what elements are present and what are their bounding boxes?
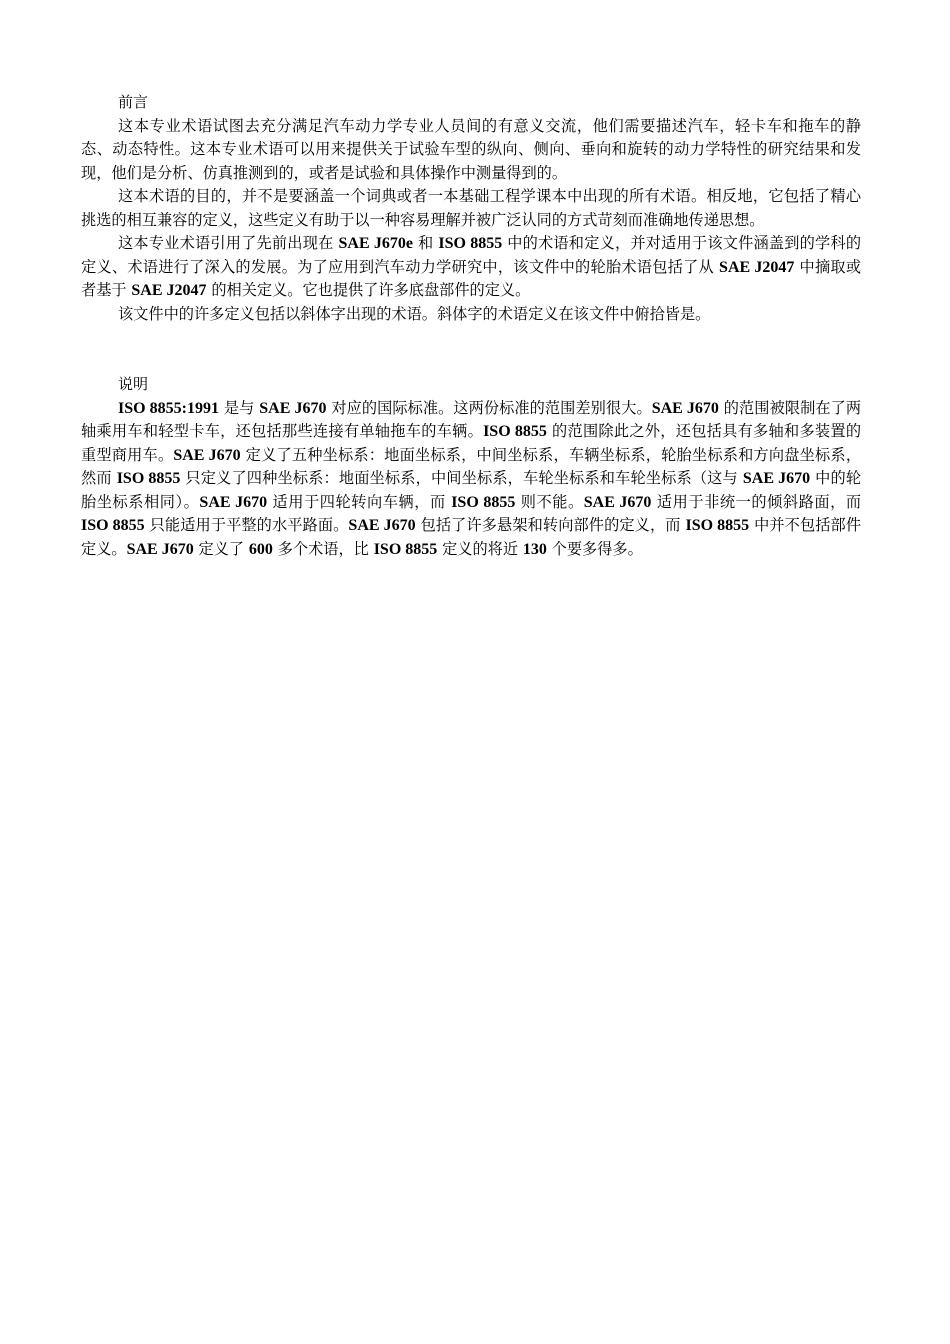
foreword-heading: 前言 — [118, 93, 149, 111]
foreword-section — [81, 91, 861, 326]
foreword-paragraph-2: 这本术语的目的，并不是要涵盖一个词典或者一本基础工程学课本中出现的所有术语。相反地，它包括了精心挑选的相互兼容的定义，这些定义有助于以一种容易理解并被广泛认同的方式苛刻而准确地传递思想。 — [81, 187, 861, 229]
document-page — [81, 91, 861, 561]
foreword-paragraph-4: 该文件中的许多定义包括以斜体字出现的术语。斜体字的术语定义在该文件中俯拾皆是。 — [118, 304, 711, 323]
notes-section — [81, 373, 861, 561]
notes-heading: 说明 — [118, 375, 149, 393]
foreword-paragraph-3: 这本专业术语引用了先前出现在 SAE J670e 和 ISO 8855 中的术语和定义，并对适用于该文件涵盖到的学科的定义、术语进行了深入的发展。为了应用到汽车动力学研究中，该文件中的轮胎术语包括了从 SAE J2047 中摘取或者基于 SAE J2047 的相关定义。它也提供了许多底盘部件的定义。 — [81, 234, 862, 299]
section-gap — [81, 326, 861, 373]
foreword-paragraph-1: 这本专业术语试图去充分满足汽车动力学专业人员间的有意义交流，他们需要描述汽车，轻卡车和拖车的静态、动态特性。这本专业术语可以用来提供关于试验车型的纵向、侧向、垂向和旋转的动力学特性的研究结果和发现，他们是分析、仿真推测到的，或者是试验和具体操作中测量得到的。 — [81, 116, 861, 182]
notes-paragraph-1: ISO 8855:1991 是与 SAE J670 对应的国际标准。这两份标准的范围差别很大。SAE J670 的范围被限制在了两轴乘用车和轻型卡车，还包括那些连接有单轴拖车的车辆。ISO 8855 的范围除此之外，还包括具有多轴和多装置的重型商用车。SAE J670 定义了五种坐标系：地面坐标系，中间坐标系，车辆坐标系，轮胎坐标系和方向盘坐标系，然而 ISO 8855 只定义了四种坐标系：地面坐标系，中间坐标系，车轮坐标系和车轮坐标系（这与 SAE J670 中的轮胎坐标系相同）。SAE J670 适用于四轮转向车辆，而 ISO 8855 则不能。SAE J670 适用于非统一的倾斜路面，而 ISO 8855 只能适用于平整的水平路面。SAE J670 包括了许多悬架和转向部件的定义，而 ISO 8855 中并不包括部件定义。SAE J670 定义了 600 多个术语，比 ISO 8855 定义的将近 130 个要多得多。 — [81, 398, 862, 558]
